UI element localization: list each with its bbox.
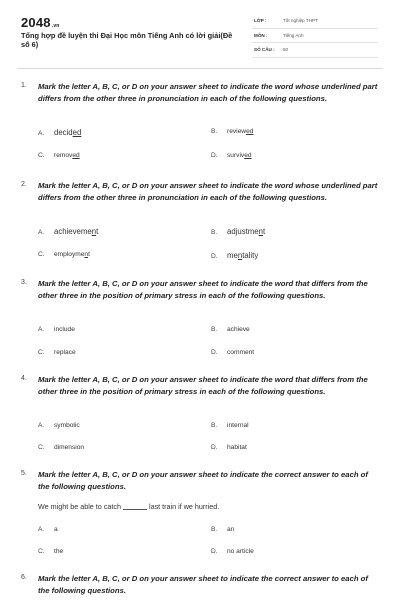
option-d[interactable] — [211, 152, 252, 159]
option-letter: C. — [38, 152, 45, 159]
meta-key: MÔN : — [254, 32, 268, 38]
option-letter: D. — [211, 253, 218, 260]
option-b[interactable] — [211, 326, 250, 333]
option-text: the — [54, 548, 64, 555]
logo-text: 2048 — [21, 15, 51, 30]
option-letter: C. — [38, 548, 45, 555]
option-text: removed — [54, 152, 80, 159]
question-prompt: Mark the letter A, B, C, or D on your answer sheet to indicate the word that differs from the other three in the position of primary stress in each of the following questions. — [38, 375, 368, 397]
option-c[interactable] — [38, 548, 63, 555]
meta-value: Tiếng Anh — [283, 32, 304, 38]
meta-key: LỚP : — [254, 18, 267, 23]
meta-value: Tốt nghiệp THPT — [283, 18, 318, 23]
meta-row-class — [252, 14, 378, 29]
option-text: adjustment — [227, 227, 266, 236]
logo-suffix: .vn — [51, 23, 60, 29]
question-number: 3. — [21, 279, 27, 286]
question-prompt: Mark the letter A, B, C, or D on your answer sheet to indicate the word whose underlined part differs from the other three in pronunciation in each of the following questions. — [38, 181, 378, 203]
option-c[interactable] — [38, 251, 90, 258]
option-b[interactable] — [211, 227, 265, 236]
option-text: reviewed — [227, 128, 254, 135]
option-letter: A. — [38, 229, 45, 236]
option-letter: D. — [211, 349, 218, 356]
option-letter: A. — [38, 526, 45, 533]
answer-blank — [123, 509, 147, 510]
option-text: employment — [54, 251, 90, 258]
option-text: replace — [54, 349, 76, 356]
question-number: 5. — [21, 470, 27, 477]
option-text: habitat — [227, 444, 247, 451]
option-text: comment — [227, 349, 255, 356]
option-text: a — [54, 526, 58, 533]
option-letter: D. — [211, 444, 218, 451]
question-prompt: Mark the letter A, B, C, or D on your answer sheet to indicate the correct answer to each of the following questions. — [38, 470, 368, 492]
meta-row-count — [252, 43, 378, 58]
option-text: dimension — [54, 444, 85, 451]
option-letter: D. — [211, 152, 218, 159]
option-d[interactable] — [211, 349, 254, 356]
option-text: mentality — [227, 251, 259, 260]
option-letter: B. — [211, 326, 218, 333]
option-d[interactable] — [211, 444, 247, 451]
option-text: achievement — [54, 227, 99, 236]
option-d[interactable] — [211, 548, 254, 555]
meta-info — [252, 14, 378, 58]
question-stem: We might be able to catch last train if we hurried. — [38, 502, 220, 511]
option-text: decided — [54, 128, 82, 137]
option-letter: A. — [38, 130, 45, 137]
question-number: 6. — [21, 574, 27, 581]
meta-row-subject — [252, 29, 378, 44]
option-text: survived — [227, 152, 252, 159]
document-title: Tổng hợp đề luyện thi Đại Học môn Tiếng Anh có lời giải(Đề số 6) — [21, 31, 233, 49]
meta-key: SỐ CÂU : — [254, 47, 275, 52]
question-number: 2. — [21, 181, 27, 188]
option-a[interactable] — [38, 128, 81, 137]
question-number: 1. — [21, 82, 27, 89]
option-letter: D. — [211, 548, 218, 555]
question-number: 4. — [21, 375, 27, 382]
option-c[interactable] — [38, 349, 76, 356]
option-text: achieve — [227, 326, 250, 333]
option-letter: A. — [38, 326, 45, 333]
option-a[interactable] — [38, 526, 58, 533]
option-b[interactable] — [211, 526, 234, 533]
option-a[interactable] — [38, 326, 75, 333]
option-text: an — [227, 526, 235, 533]
question-prompt: Mark the letter A, B, C, or D on your answer sheet to indicate the correct answer to each of the following questions. — [38, 574, 368, 596]
document-header — [0, 0, 400, 68]
meta-value: 50 — [283, 47, 289, 52]
option-a[interactable] — [38, 422, 80, 429]
option-letter: C. — [38, 251, 45, 258]
option-c[interactable] — [38, 444, 84, 451]
option-b[interactable] — [211, 128, 253, 135]
site-logo[interactable] — [21, 15, 60, 30]
option-letter: B. — [211, 422, 218, 429]
option-letter: C. — [38, 349, 45, 356]
option-text: symbolic — [54, 422, 80, 429]
option-letter: C. — [38, 444, 45, 451]
option-text: include — [54, 326, 75, 333]
option-a[interactable] — [38, 227, 98, 236]
option-b[interactable] — [211, 422, 249, 429]
option-letter: A. — [38, 422, 45, 429]
option-d[interactable] — [211, 251, 258, 260]
option-letter: B. — [211, 526, 218, 533]
option-text: internal — [227, 422, 249, 429]
option-letter: B. — [211, 229, 218, 236]
option-text: no article — [227, 548, 254, 555]
question-prompt: Mark the letter A, B, C, or D on your answer sheet to indicate the word whose underlined part differs from the other three in pronunciation in each of the following questions. — [38, 82, 378, 104]
option-letter: B. — [211, 128, 218, 135]
header-divider — [17, 68, 383, 69]
option-c[interactable] — [38, 152, 80, 159]
question-prompt: Mark the letter A, B, C, or D on your answer sheet to indicate the word that differs from the other three in the position of primary stress in each of the following questions. — [38, 279, 368, 301]
